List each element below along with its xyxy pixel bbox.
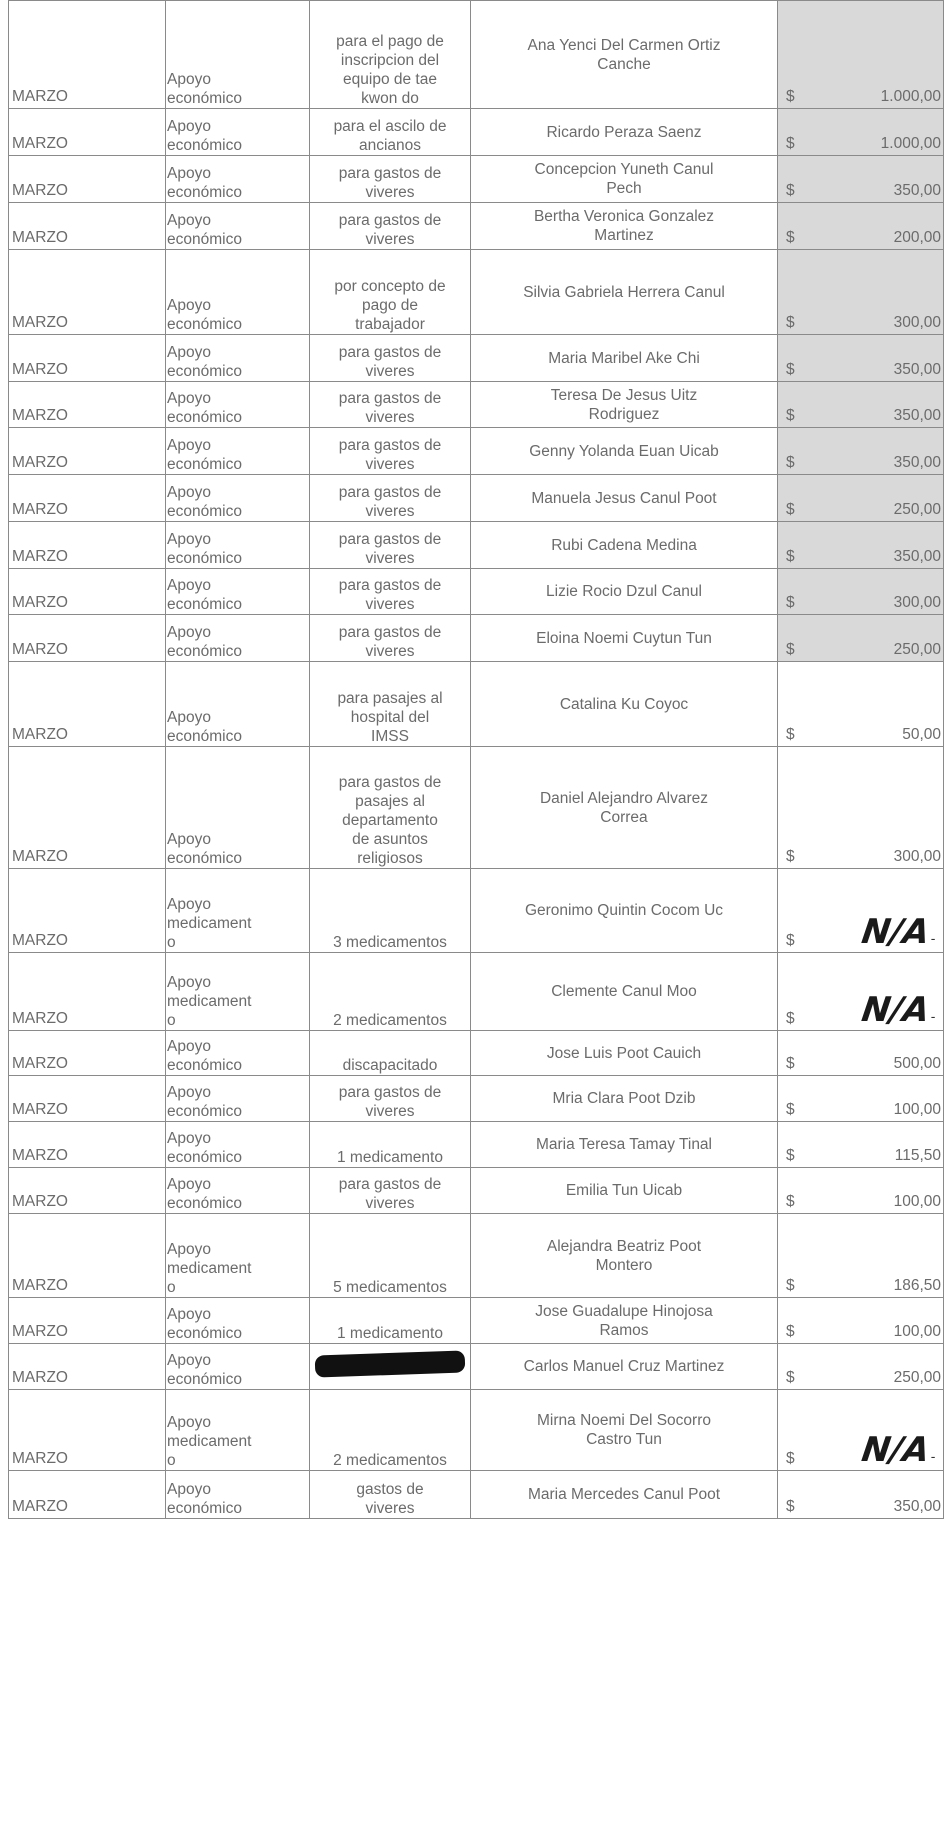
amount-cell: 250,00	[844, 615, 944, 662]
support-type-cell: Apoyo económico	[166, 156, 310, 203]
month-cell: MARZO	[9, 1076, 166, 1122]
beneficiary-cell: Bertha Veronica Gonzalez Martinez	[471, 203, 778, 250]
currency-symbol-cell: $	[778, 522, 844, 569]
concept-cell: para gastos de viveres	[310, 522, 471, 569]
month-cell: MARZO	[9, 1168, 166, 1214]
support-type-cell: Apoyo económico	[166, 1471, 310, 1519]
concept-cell: para pasajes al hospital del IMSS	[310, 662, 471, 747]
currency-symbol-cell: $	[778, 1471, 844, 1519]
support-type-cell: Apoyo económico	[166, 662, 310, 747]
table-row	[9, 1298, 944, 1344]
beneficiary-cell: Eloina Noemi Cuytun Tun	[471, 615, 778, 662]
amount-cell: 200,00	[844, 203, 944, 250]
beneficiary-cell: Jose Luis Poot Cauich	[471, 1031, 778, 1076]
month-cell: MARZO	[9, 428, 166, 475]
beneficiary-cell: Maria Teresa Tamay Tinal	[471, 1122, 778, 1168]
month-cell: MARZO	[9, 1471, 166, 1519]
support-type-cell: Apoyo económico	[166, 428, 310, 475]
support-type-cell: Apoyo económico	[166, 382, 310, 428]
concept-cell: para gastos de viveres	[310, 569, 471, 615]
concept-cell: para gastos de viveres	[310, 335, 471, 382]
currency-symbol-cell: $	[778, 869, 844, 953]
amount-cell: 100,00	[844, 1298, 944, 1344]
concept-cell: por concepto de pago de trabajador	[310, 250, 471, 335]
currency-symbol-cell: $	[778, 953, 844, 1031]
currency-symbol-cell: $	[778, 250, 844, 335]
beneficiary-cell: Jose Guadalupe Hinojosa Ramos	[471, 1298, 778, 1344]
support-type-cell: Apoyo económico	[166, 747, 310, 869]
month-cell: MARZO	[9, 747, 166, 869]
amount-cell: 250,00	[844, 1344, 944, 1390]
concept-cell	[310, 1344, 471, 1390]
currency-symbol-cell: $	[778, 615, 844, 662]
support-type-cell: Apoyo medicament o	[166, 953, 310, 1031]
support-type-cell: Apoyo económico	[166, 1122, 310, 1168]
amount-cell: 100,00	[844, 1076, 944, 1122]
amount-cell: 100,00	[844, 1168, 944, 1214]
table-row	[9, 1122, 944, 1168]
amount-cell: 350,00	[844, 428, 944, 475]
table-row	[9, 335, 944, 382]
month-cell: MARZO	[9, 953, 166, 1031]
table-row	[9, 747, 944, 869]
month-cell: MARZO	[9, 869, 166, 953]
concept-cell: discapacitado	[310, 1031, 471, 1076]
handwritten-na: N/A	[858, 990, 932, 1030]
month-cell: MARZO	[9, 382, 166, 428]
table-row	[9, 475, 944, 522]
table-row	[9, 1344, 944, 1390]
month-cell: MARZO	[9, 250, 166, 335]
table-row	[9, 869, 944, 953]
concept-cell: para gastos de viveres	[310, 428, 471, 475]
currency-symbol-cell: $	[778, 1122, 844, 1168]
redaction-mark	[315, 1350, 466, 1377]
beneficiary-cell: Carlos Manuel Cruz Martinez	[471, 1344, 778, 1390]
beneficiary-cell: Ana Yenci Del Carmen Ortiz Canche	[471, 1, 778, 109]
concept-cell: para gastos de viveres	[310, 203, 471, 250]
concept-cell: 1 medicamento	[310, 1298, 471, 1344]
concept-cell: para gastos de pasajes al departamento de asuntos religiosos	[310, 747, 471, 869]
concept-cell: para gastos de viveres	[310, 1168, 471, 1214]
spreadsheet-printout	[8, 0, 943, 1519]
amount-cell: N/A-	[844, 869, 944, 953]
amount-cell: 186,50	[844, 1214, 944, 1298]
month-cell: MARZO	[9, 615, 166, 662]
table-row	[9, 1168, 944, 1214]
table-row	[9, 1031, 944, 1076]
support-type-cell: Apoyo económico	[166, 475, 310, 522]
support-type-cell: Apoyo económico	[166, 1168, 310, 1214]
support-type-cell: Apoyo económico	[166, 1344, 310, 1390]
support-type-cell: Apoyo económico	[166, 109, 310, 156]
concept-cell: para gastos de viveres	[310, 1076, 471, 1122]
amount-cell: 300,00	[844, 250, 944, 335]
currency-symbol-cell: $	[778, 1076, 844, 1122]
month-cell: MARZO	[9, 1298, 166, 1344]
concept-cell: para el ascilo de ancianos	[310, 109, 471, 156]
currency-symbol-cell: $	[778, 1344, 844, 1390]
concept-cell: 2 medicamentos	[310, 1390, 471, 1471]
beneficiary-cell: Concepcion Yuneth Canul Pech	[471, 156, 778, 203]
beneficiary-cell: Genny Yolanda Euan Uicab	[471, 428, 778, 475]
table-row	[9, 615, 944, 662]
currency-symbol-cell: $	[778, 382, 844, 428]
currency-symbol-cell: $	[778, 335, 844, 382]
table-row	[9, 156, 944, 203]
support-table	[8, 0, 944, 1519]
concept-cell: para gastos de viveres	[310, 382, 471, 428]
beneficiary-cell: Ricardo Peraza Saenz	[471, 109, 778, 156]
amount-cell: 1.000,00	[844, 1, 944, 109]
concept-cell: para gastos de viveres	[310, 615, 471, 662]
currency-symbol-cell: $	[778, 1168, 844, 1214]
currency-symbol-cell: $	[778, 747, 844, 869]
beneficiary-cell: Geronimo Quintin Cocom Uc	[471, 869, 778, 953]
concept-cell: 5 medicamentos	[310, 1214, 471, 1298]
handwritten-na: N/A	[858, 1430, 932, 1470]
table-row	[9, 1076, 944, 1122]
currency-symbol-cell: $	[778, 203, 844, 250]
currency-symbol-cell: $	[778, 569, 844, 615]
concept-cell: 2 medicamentos	[310, 953, 471, 1031]
support-type-cell: Apoyo económico	[166, 203, 310, 250]
currency-symbol-cell: $	[778, 1, 844, 109]
support-type-cell: Apoyo medicament o	[166, 1390, 310, 1471]
table-row	[9, 662, 944, 747]
table-row	[9, 1214, 944, 1298]
currency-symbol-cell: $	[778, 1031, 844, 1076]
currency-symbol-cell: $	[778, 156, 844, 203]
month-cell: MARZO	[9, 1214, 166, 1298]
table-row	[9, 953, 944, 1031]
beneficiary-cell: Teresa De Jesus Uitz Rodriguez	[471, 382, 778, 428]
beneficiary-cell: Mirna Noemi Del Socorro Castro Tun	[471, 1390, 778, 1471]
support-type-cell: Apoyo económico	[166, 335, 310, 382]
amount-cell: 1.000,00	[844, 109, 944, 156]
currency-symbol-cell: $	[778, 662, 844, 747]
beneficiary-cell: Emilia Tun Uicab	[471, 1168, 778, 1214]
month-cell: MARZO	[9, 1031, 166, 1076]
beneficiary-cell: Silvia Gabriela Herrera Canul	[471, 250, 778, 335]
currency-symbol-cell: $	[778, 428, 844, 475]
support-type-cell: Apoyo económico	[166, 1, 310, 109]
month-cell: MARZO	[9, 203, 166, 250]
amount-cell: 250,00	[844, 475, 944, 522]
currency-symbol-cell: $	[778, 109, 844, 156]
support-type-cell: Apoyo económico	[166, 250, 310, 335]
amount-cell: 115,50	[844, 1122, 944, 1168]
support-type-cell: Apoyo económico	[166, 615, 310, 662]
beneficiary-cell: Clemente Canul Moo	[471, 953, 778, 1031]
month-cell: MARZO	[9, 1122, 166, 1168]
concept-cell: 1 medicamento	[310, 1122, 471, 1168]
beneficiary-cell: Daniel Alejandro Alvarez Correa	[471, 747, 778, 869]
beneficiary-cell: Mria Clara Poot Dzib	[471, 1076, 778, 1122]
currency-symbol-cell: $	[778, 475, 844, 522]
support-type-cell: Apoyo económico	[166, 1031, 310, 1076]
table-row	[9, 1, 944, 109]
month-cell: MARZO	[9, 156, 166, 203]
amount-cell: N/A-	[844, 953, 944, 1031]
amount-cell: 350,00	[844, 156, 944, 203]
concept-cell: para gastos de viveres	[310, 156, 471, 203]
table-row	[9, 569, 944, 615]
month-cell: MARZO	[9, 569, 166, 615]
concept-cell: para gastos de viveres	[310, 475, 471, 522]
table-row	[9, 522, 944, 569]
beneficiary-cell: Maria Mercedes Canul Poot	[471, 1471, 778, 1519]
table-row	[9, 428, 944, 475]
handwritten-na: N/A	[858, 912, 932, 952]
beneficiary-cell: Manuela Jesus Canul Poot	[471, 475, 778, 522]
month-cell: MARZO	[9, 335, 166, 382]
support-type-cell: Apoyo económico	[166, 569, 310, 615]
amount-cell: 350,00	[844, 382, 944, 428]
support-type-cell: Apoyo medicament o	[166, 1214, 310, 1298]
beneficiary-cell: Lizie Rocio Dzul Canul	[471, 569, 778, 615]
month-cell: MARZO	[9, 662, 166, 747]
concept-cell: 3 medicamentos	[310, 869, 471, 953]
month-cell: MARZO	[9, 522, 166, 569]
beneficiary-cell: Maria Maribel Ake Chi	[471, 335, 778, 382]
month-cell: MARZO	[9, 475, 166, 522]
amount-cell: 500,00	[844, 1031, 944, 1076]
amount-cell: 350,00	[844, 522, 944, 569]
currency-symbol-cell: $	[778, 1214, 844, 1298]
currency-symbol-cell: $	[778, 1298, 844, 1344]
month-cell: MARZO	[9, 1390, 166, 1471]
concept-cell: gastos de viveres	[310, 1471, 471, 1519]
amount-cell: N/A-	[844, 1390, 944, 1471]
table-row	[9, 109, 944, 156]
currency-symbol-cell: $	[778, 1390, 844, 1471]
beneficiary-cell: Catalina Ku Coyoc	[471, 662, 778, 747]
table-row	[9, 1390, 944, 1471]
concept-cell: para el pago de inscripcion del equipo de tae kwon do	[310, 1, 471, 109]
table-row	[9, 250, 944, 335]
table-row	[9, 1471, 944, 1519]
support-type-cell: Apoyo económico	[166, 522, 310, 569]
table-row	[9, 203, 944, 250]
support-type-cell: Apoyo medicament o	[166, 869, 310, 953]
amount-cell: 300,00	[844, 747, 944, 869]
beneficiary-cell: Rubi Cadena Medina	[471, 522, 778, 569]
month-cell: MARZO	[9, 1344, 166, 1390]
month-cell: MARZO	[9, 109, 166, 156]
support-type-cell: Apoyo económico	[166, 1298, 310, 1344]
beneficiary-cell: Alejandra Beatriz Poot Montero	[471, 1214, 778, 1298]
support-type-cell: Apoyo económico	[166, 1076, 310, 1122]
table-row	[9, 382, 944, 428]
month-cell: MARZO	[9, 1, 166, 109]
amount-cell: 300,00	[844, 569, 944, 615]
amount-cell: 350,00	[844, 335, 944, 382]
amount-cell: 350,00	[844, 1471, 944, 1519]
amount-cell: 50,00	[844, 662, 944, 747]
